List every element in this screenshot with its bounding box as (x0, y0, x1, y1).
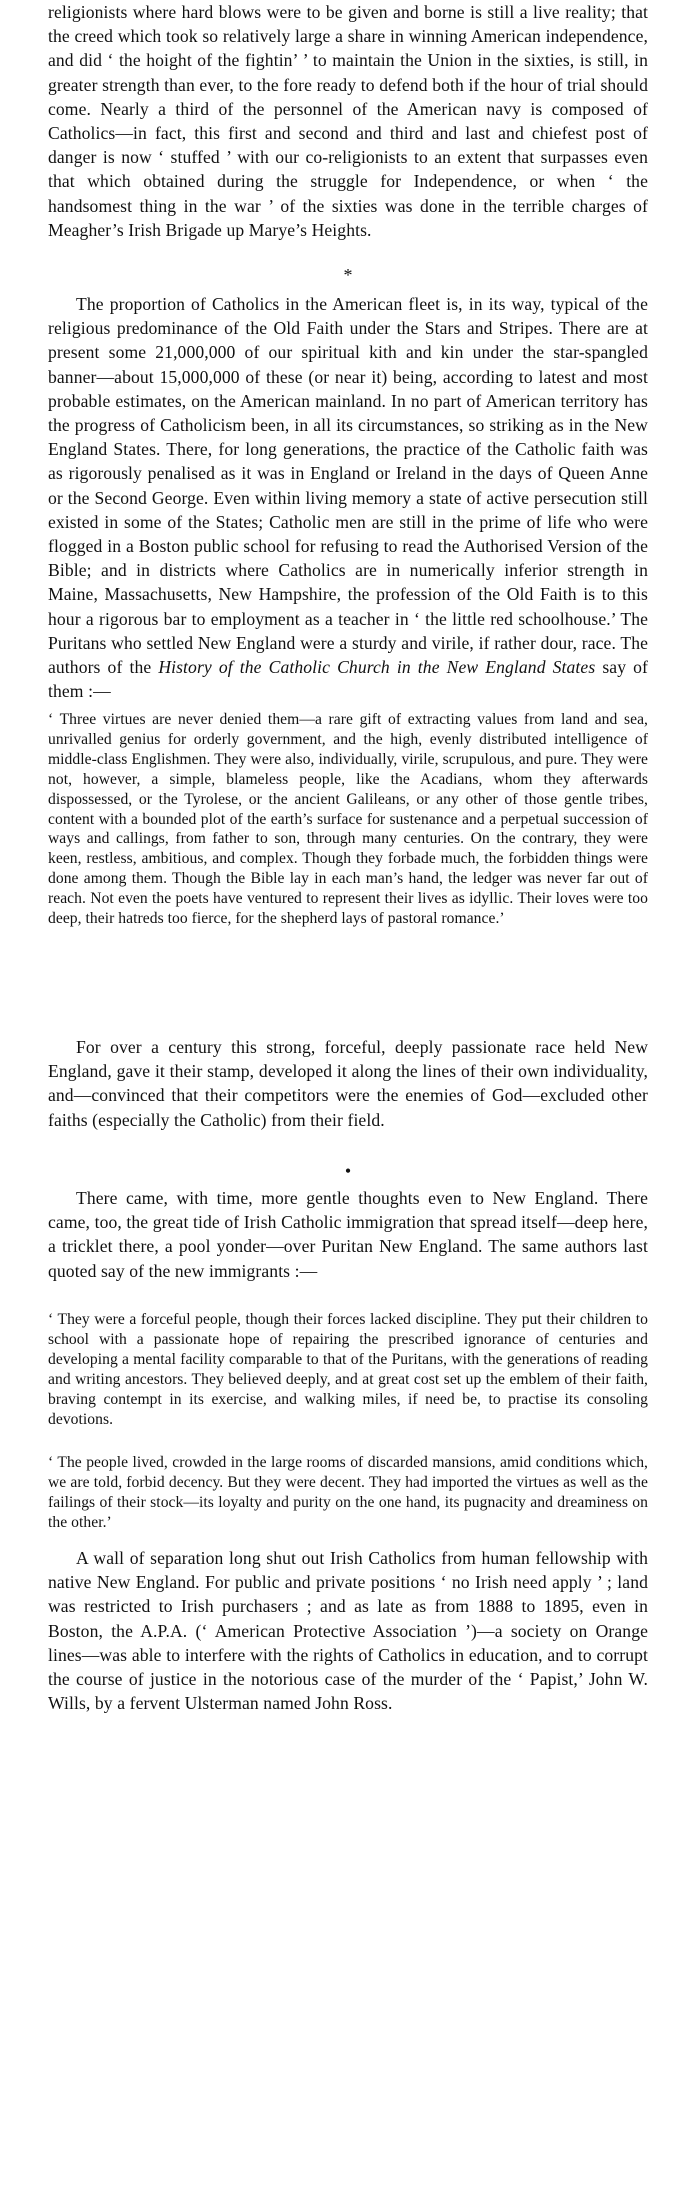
quote-3-text: ‘ The people lived, crowded in the large rooms of discarded mansions, amid conditions which, we are told, forbid decency. But they were decent. They had imported the virtues as well as the failings of their stock—its loyalty and purity on the one hand, its pugnacity and dreaminess on the other.’ (48, 1454, 648, 1531)
quote-2-text: ‘ They were a forceful people, though their forces lacked discipline. They put their children to school with a passionate hope of repairing the prescribed ignorance of centuries and developing a mental facility comparable to that of the Puritans, with the generations of reading and writing ancestors. They believed deeply, and at great cost set up the emblem of their faith, braving contempt in its exercise, and walking miles, if need be, to practise its consoling devotions. (48, 1311, 648, 1428)
paragraph-5-block (48, 1546, 648, 1715)
paragraph-1: religionists where hard blows were to be given and borne is still a live reality; that the creed which took so relatively large a share in winning American independence, and did ‘ the hoight of the fightin’ ’ to maintain the Union in the sixties, is still, in greater strength than ever, to the fore ready to defend both if the hour of trial should come. Nearly a third of the personnel of the American navy is composed of Catholics—in fact, this first and second and third and last and chiefest post of danger is now ‘ stuffed ’ with our co-religionists to an extent that surpasses even that which obtained during the struggle for Independence, or when ‘ the handsomest thing in the war ’ of the sixties was done in the terrible charges of Meagher’s Irish Brigade up Marye’s Heights. (48, 2, 648, 240)
paragraph-1-block (48, 0, 648, 242)
paragraph-5-text: A wall of separation long shut out Irish Catholics from human fellowship with native New England. For public and private positions ‘ no Irish need apply ’ ; land was restricted to Irish purchasers ; and as late as from 1888 to 1895, even in Boston, the A.P.A. (‘ American Protective Association ’)—a society on Orange lines—was able to interfere with the rights of Catholics in education, and to corrupt the course of justice in the notorious case of the murder of the ‘ Papist,’ John W. Wills, by a fervent Ulsterman named John Ross. (48, 1548, 648, 1714)
quote-1-block (48, 710, 648, 929)
quote-3 (48, 1453, 648, 1533)
paragraph-5 (48, 1546, 648, 1715)
bullet-ornament: • (344, 1161, 352, 1181)
quote-2 (48, 1310, 648, 1429)
paragraph-4-text: There came, with time, more gentle thoughts even to New England. There came, too, the great tide of Irish Catholic immigration that spread itself—deep here, a tricklet there, a pool yonder—over Puritan New England. The same authors last quoted say of the new immigrants :— (48, 1188, 648, 1281)
quote-3-block (48, 1453, 648, 1533)
paragraph-4 (48, 1186, 648, 1283)
paragraph-2-block (48, 292, 648, 703)
paragraph-2 (48, 292, 648, 703)
quote-2-block (48, 1310, 648, 1429)
paragraph-3-block (48, 1035, 648, 1132)
paragraph-2-tail: say of them :— (48, 657, 649, 702)
quote-1 (48, 710, 648, 929)
paragraph-2-lead: The proportion of Catholics in the American fleet is, in its way, typical of the religious predominance of the Old Faith under the Stars and Stripes. There are at present some 21,000,000 of our spiritual kith and kin under the star-spangled banner—about 15,000,000 of these (or near it) being, according to latest and most probable estimates, on the American mainland. In no part of American territory has the progress of Catholicism been, in all its circumstances, so striking as in the New England States. There, for long generations, the practice of the Catholic faith was as rigorously penalised as it was in England or Ireland in the days of Queen Anne or the Second George. Even within living memory a state of active persecution still existed in some of the States; Catholic men are still in the prime of life who were flogged in a Boston public school for refusing to read the Authorised Version of the Bible; and in districts where Catholics are in numerically inferior strength in Maine, Massachusetts, New Hampshire, the profession of the Old Faith is to this hour a rigorous bar to employment as a teacher in ‘ the little red schoolhouse.’ The Puritans who settled New England were a sturdy and virile, if rather dour, race. The authors of the (48, 294, 648, 678)
book-title: History of the Catholic Church in the New England States (158, 657, 596, 678)
asterisk-ornament: * (343, 265, 353, 285)
paragraph-3-text: For over a century this strong, forceful, deeply passionate race held New England, gave it their stamp, developed it along the lines of their own individuality, and—convinced that their competitors were the enemies of God—excluded other faiths (especially the Catholic) from their field. (48, 1037, 648, 1130)
quote-1-text: ‘ Three virtues are never denied them—a rare gift of extracting values from land and sea, unrivalled genius for orderly government, and the high, evenly distributed intelligence of middle-class Englishmen. They were also, individually, virile, scrupulous, and pure. They were not, however, a simple, blameless people, like the Acadians, whom they afterwards dispossessed, or the Tyrolese, or the ancient Galileans, or any other of those gentle tribes, content with a bounded plot of the earth’s surface for sustenance and a perpetual succession of ways and callings, from father to son, through many centuries. On the contrary, they were keen, restless, ambitious, and complex. Though they forbade much, the forbidden things were done among them. Though the Bible lay in each man’s hand, the ledger was never far out of reach. Not even the poets have ventured to represent their lives as idyllic. Their loves were too deep, their hatreds too fierce, for the shepherd lays of pastoral romance.’ (48, 711, 648, 928)
paragraph-3 (48, 1035, 648, 1132)
paragraph-4-block (48, 1186, 648, 1283)
